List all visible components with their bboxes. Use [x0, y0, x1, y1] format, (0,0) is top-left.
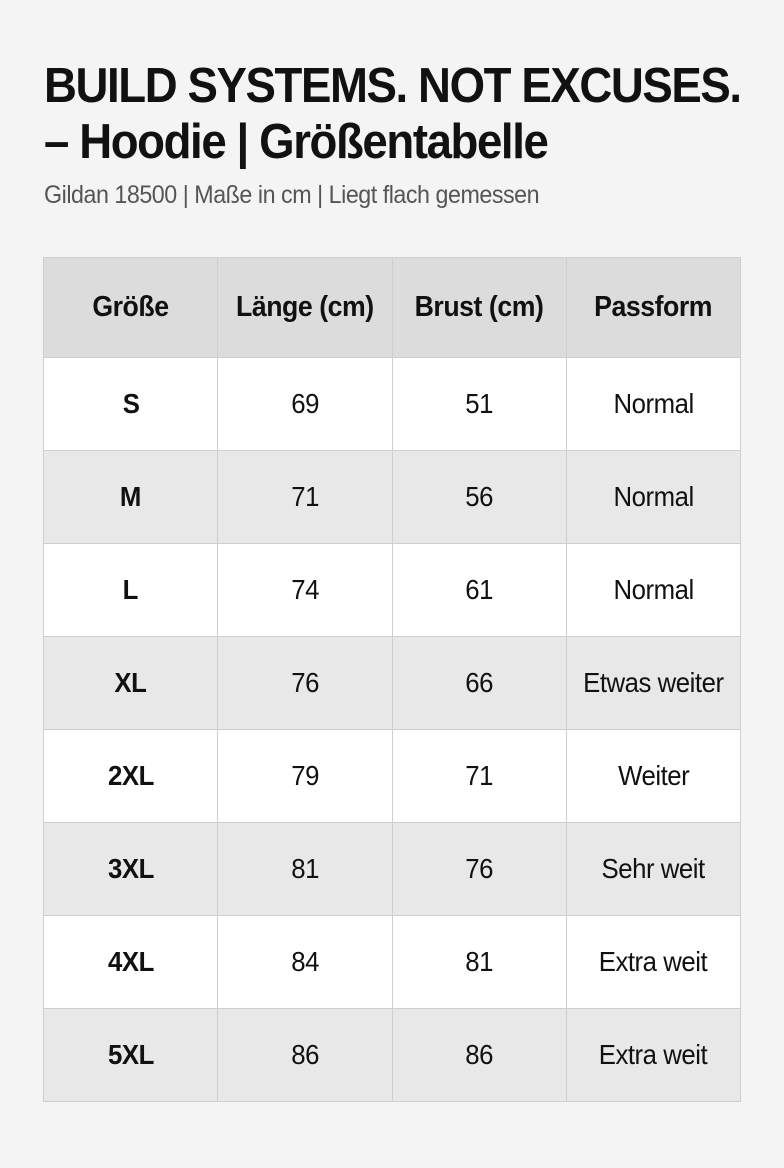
column-header-chest: Brust (cm) — [392, 258, 566, 358]
size-cell: S — [44, 358, 218, 451]
table-row — [44, 544, 741, 637]
title-line-2: – Hoodie | Größentabelle — [44, 115, 548, 169]
chest-cell: 81 — [392, 916, 566, 1009]
size-cell: 4XL — [44, 916, 218, 1009]
fit-cell: Normal — [566, 358, 740, 451]
table-row — [44, 637, 741, 730]
size-cell: 3XL — [44, 823, 218, 916]
chest-cell: 76 — [392, 823, 566, 916]
fit-cell: Weiter — [566, 730, 740, 823]
table-row — [44, 823, 741, 916]
chest-cell: 61 — [392, 544, 566, 637]
length-cell: 71 — [218, 451, 392, 544]
length-cell: 69 — [218, 358, 392, 451]
table-row — [44, 358, 741, 451]
table-row — [44, 1009, 741, 1102]
column-header-fit: Passform — [566, 258, 740, 358]
fit-cell: Normal — [566, 451, 740, 544]
chest-cell: 86 — [392, 1009, 566, 1102]
size-cell: M — [44, 451, 218, 544]
length-cell: 81 — [218, 823, 392, 916]
fit-cell: Normal — [566, 544, 740, 637]
chest-cell: 51 — [392, 358, 566, 451]
size-cell: 5XL — [44, 1009, 218, 1102]
size-cell: 2XL — [44, 730, 218, 823]
fit-cell: Extra weit — [566, 1009, 740, 1102]
fit-cell: Etwas weiter — [566, 637, 740, 730]
column-header-length: Länge (cm) — [218, 258, 392, 358]
length-cell: 86 — [218, 1009, 392, 1102]
chest-cell: 71 — [392, 730, 566, 823]
table-row — [44, 451, 741, 544]
table-row — [44, 916, 741, 1009]
length-cell: 79 — [218, 730, 392, 823]
table-row — [44, 730, 741, 823]
size-cell: L — [44, 544, 218, 637]
page-title — [44, 58, 741, 170]
header-row — [44, 258, 741, 358]
chest-cell: 66 — [392, 637, 566, 730]
length-cell: 84 — [218, 916, 392, 1009]
length-cell: 76 — [218, 637, 392, 730]
fit-cell: Extra weit — [566, 916, 740, 1009]
size-table — [43, 257, 741, 1102]
column-header-size: Größe — [44, 258, 218, 358]
fit-cell: Sehr weit — [566, 823, 740, 916]
length-cell: 74 — [218, 544, 392, 637]
table-body — [44, 358, 741, 1102]
table-header — [44, 258, 741, 358]
page-subtitle: Gildan 18500 | Maße in cm | Liegt flach gemessen — [44, 181, 540, 209]
chest-cell: 56 — [392, 451, 566, 544]
size-cell: XL — [44, 637, 218, 730]
title-line-1: BUILD SYSTEMS. NOT EXCUSES. — [44, 59, 741, 113]
